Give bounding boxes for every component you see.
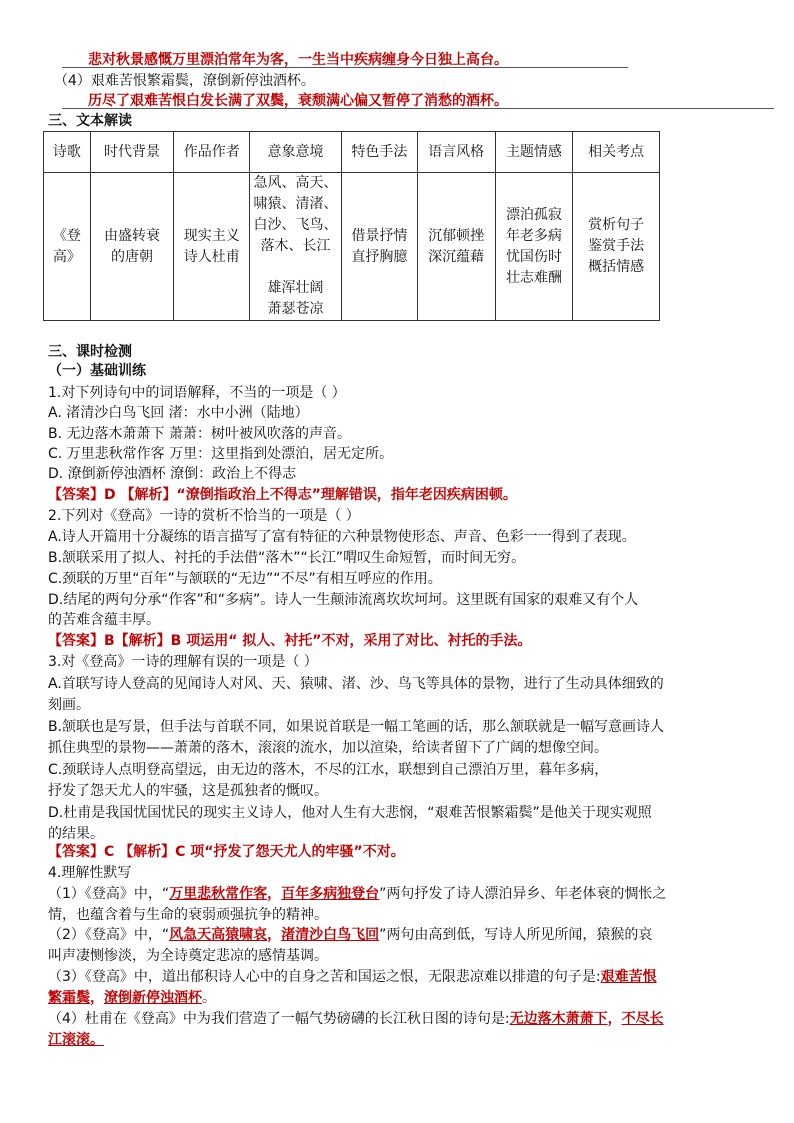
table-header-cell: 语言风格 [417, 132, 495, 173]
table-header-cell: 意象意境 [250, 132, 342, 173]
q4-item-2-cont: 叫声凄恻惨淡，为全诗奠定悲凉的感情基调。 [48, 948, 328, 964]
question-1-option-c: C. 万里悲秋常作客 万里：这里指到处漂泊，居无定所。 [48, 446, 394, 462]
q4-item-2-prompt: （2）《登高》中，“ [48, 927, 170, 943]
q4-item-4-sep: ， [607, 1011, 622, 1027]
q4-item-2-answer-a: 风急天高猿啸哀 [169, 927, 268, 943]
question-3-stem: 3.对《登高》一诗的理解有误的一项是（ ） [48, 654, 318, 670]
answer-underline [62, 108, 774, 109]
answer-underline [62, 67, 628, 68]
question-1-stem: 1.对下列诗句中的词语解释，不当的一项是（ ） [48, 385, 346, 401]
analysis-table [43, 131, 660, 321]
q4-item-1-answer-a: 万里悲秋常作客 [169, 886, 268, 902]
q4-item-1 [48, 885, 666, 903]
q4-item-1-answer-b: 百年多病独登台 [281, 886, 380, 902]
test-points-cell: 赏析句子 鉴赏手法 概括情感 [573, 173, 660, 321]
question-4-stem: 4.理解性默写 [48, 865, 132, 881]
q4-item-3-sep: ， [90, 990, 104, 1006]
question-3-option-b-cont: 抓住典型的景物——萧萧的落木，滚滚的流水，加以渲染，给读者留下了广阔的想像空间。 [48, 740, 608, 756]
question-2-option-a: A.诗人开篇用十分凝练的语言描写了富有特征的六种景物使形态、声音、色彩一一得到了表现。 [48, 529, 636, 545]
q4-item-4-prompt: （4）杜甫在《登高》中为我们营造了一幅气势磅礴的长江秋日图的诗句是: [48, 1011, 510, 1027]
q4-item-2-answer-b: 渚清沙白鸟飞回 [281, 927, 380, 943]
poem-cell: 《登 高》 [44, 173, 91, 321]
item-4-label: （4）艰难苦恨繁霜鬓，潦倒新停浊酒杯。 [54, 73, 315, 89]
question-3-option-d: D.杜甫是我国忧国忧民的现实主义诗人，他对人生有大悲悯，“艰难苦恨繁霜鬓”是他关于现实观照 [48, 805, 652, 821]
q4-item-4-answer-b-cont: 江滚滚。 [48, 1032, 104, 1048]
q4-item-2-rest: ”两句由高到低，写诗人所见所闻，猿猴的哀 [379, 927, 653, 943]
q4-item-3-prompt: （3）《登高》中，道出郁积诗人心中的自身之苦和国运之恨，无限悲凉难以排遣的句子是: [48, 969, 601, 985]
table-header-cell: 时代背景 [90, 132, 174, 173]
q4-item-3 [48, 968, 657, 986]
question-1-option-d: D. 潦倒新停浊酒杯 潦倒：政治上不得志 [48, 466, 297, 482]
table-header-cell: 相关考点 [573, 132, 660, 173]
question-1-option-a: A. 渚清沙白鸟飞回 渚：水中小洲（陆地） [48, 405, 309, 421]
question-3-option-a: A.首联写诗人登高的见闻诗人对风、天、猿啸、渚、沙、鸟飞等具体的景物，进行了生动具体细致的 [48, 676, 664, 692]
question-3-option-c: C.颈联诗人点明登高望远，由无边的落木，不尽的江水，联想到自己漂泊万里，暮年多病， [48, 762, 609, 778]
q4-item-2 [48, 926, 652, 944]
question-2-option-c: C.颈联的万里“百年”与颔联的“无边”“不尽”有相互呼应的作用。 [48, 571, 442, 587]
q4-item-4-answer-b: 不尽长 [621, 1011, 664, 1027]
section-title-text-interpretation: 三、文本解读 [48, 113, 132, 129]
q4-item-3-answer-a: 艰难苦恨 [600, 969, 657, 985]
question-3-option-a-cont: 刻画。 [48, 697, 90, 713]
q4-item-1-cont: 情，也蕴含着与生命的衰弱顽强抗争的精神。 [48, 907, 328, 923]
q4-item-1-sep: ， [267, 886, 282, 902]
q4-item-3-end: 。 [202, 990, 216, 1006]
q4-item-1-prompt: （1）《登高》中，“ [48, 886, 170, 902]
question-1-answer: 【答案】D 【解析】“潦倒指政治上不得志”理解错误，指年老因疾病困顿。 [48, 487, 517, 503]
q4-item-4 [48, 1010, 664, 1028]
subsection-title-basic: （一）基础训练 [48, 363, 146, 379]
question-3-option-b: B.颔联也是写景，但手法与首联不同，如果说首联是一幅工笔画的话，那么颔联就是一幅写意画诗人 [48, 719, 665, 735]
question-3-answer: 【答案】C 【解析】C 项“抒发了怨天尤人的牢骚”不对。 [48, 844, 405, 860]
table-header-cell: 主题情感 [495, 132, 573, 173]
question-3-option-d-cont: 的结果。 [48, 826, 104, 842]
q4-item-1-rest: ”两句抒发了诗人漂泊异乡、年老体衰的惆怅之 [379, 886, 667, 902]
item-4-answer: 历尽了艰难苦恨白发长满了双鬓，衰颓满心偏又暂停了消愁的酒杯。 [88, 93, 508, 109]
q4-item-2-sep: ， [267, 927, 282, 943]
style-cell: 沉郁顿挫 深沉蕴藉 [417, 173, 495, 321]
question-3-option-c-cont: 抒发了怨天尤人的牢骚，这是孤独者的慨叹。 [48, 783, 328, 799]
question-2-option-d-cont: 的苦难含蕴丰厚。 [48, 612, 160, 628]
table-header-row [44, 132, 660, 173]
table-header-cell: 特色手法 [341, 132, 417, 173]
table-row [44, 173, 660, 321]
background-cell: 由盛转衰 的唐朝 [90, 173, 174, 321]
author-cell: 现实主义 诗人杜甫 [174, 173, 250, 321]
question-2-option-b: B.颔联采用了拟人、衬托的手法借“落木”“长江”喟叹生命短暂，而时间无穷。 [48, 550, 526, 566]
question-2-stem: 2.下列对《登高》一诗的赏析不恰当的一项是（ ） [48, 508, 360, 524]
section-title-class-check: 三、课时检测 [48, 344, 132, 360]
q4-item-3-cont [48, 989, 216, 1007]
table-header-cell: 诗歌 [44, 132, 91, 173]
emotion-cell: 漂泊孤寂 年老多病 忧国伤时 壮志难酬 [495, 173, 573, 321]
prev-answer-line: 悲对秋景感慨万里漂泊常年为客，一生当中疾病缠身今日独上高台。 [88, 52, 508, 68]
q4-item-3-answer-a-cont: 繁霜鬓 [48, 990, 90, 1006]
question-2-option-d: D.结尾的两句分承“作客”和“多病”。诗人一生颠沛流离坎坎坷坷。这里既有国家的艰难又有个人 [48, 592, 639, 608]
imagery-cell: 急风、高天、 啸猿、清渚、 白沙、飞鸟、 落木、长江 雄浑壮阔 萧瑟苍凉 [250, 173, 342, 321]
question-2-answer: 【答案】B【解析】B 项运用“ 拟人、衬托”不对，采用了对比、衬托的手法。 [48, 633, 532, 649]
q4-item-4-cont [48, 1031, 104, 1049]
technique-cell: 借景抒情 直抒胸臆 [341, 173, 417, 321]
q4-item-3-answer-b: 潦倒新停浊酒杯 [104, 990, 202, 1006]
table-header-cell: 作品作者 [174, 132, 250, 173]
question-1-option-b: B. 无边落木萧萧下 萧萧：树叶被风吹落的声音。 [48, 426, 351, 442]
q4-item-4-answer-a: 无边落木萧萧下 [509, 1011, 608, 1027]
